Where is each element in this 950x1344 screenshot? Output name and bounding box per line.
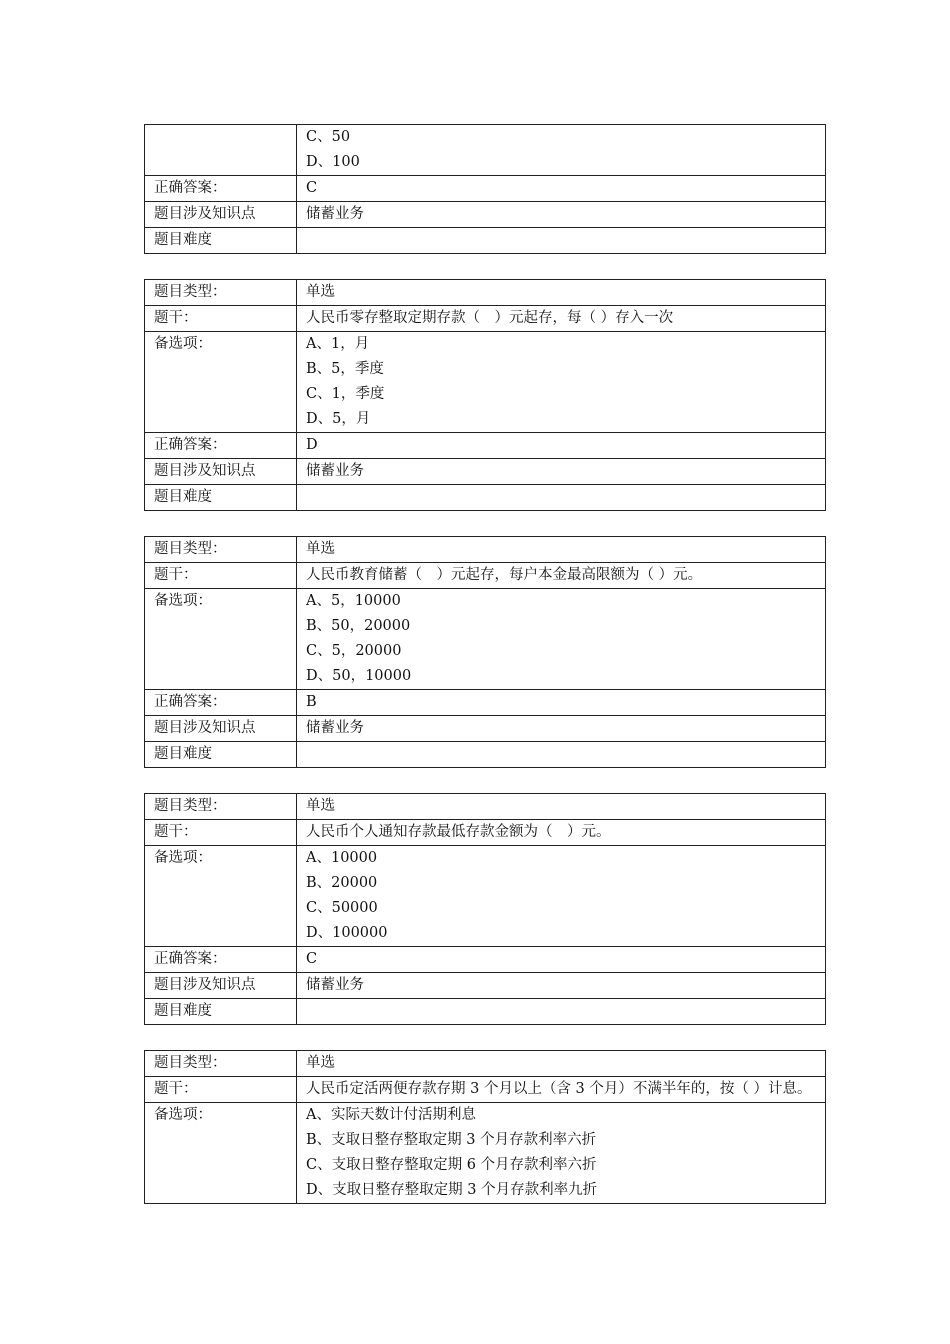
difficulty-value [297,999,826,1025]
difficulty-row [145,742,826,768]
stem-value [297,1077,826,1103]
options-cell [297,846,826,947]
knowledge-row [145,202,826,228]
options-row [145,846,826,947]
option-a: A、10000 [306,850,378,866]
answer-value: C [297,176,826,202]
answer-label: 正确答案： [145,690,297,716]
option-c: C、5，20000 [306,643,402,659]
stem-label: 题干： [145,820,297,846]
knowledge-value: 储蓄业务 [297,202,826,228]
question-table-4 [144,1050,826,1204]
knowledge-label: 题目涉及知识点 [145,716,297,742]
options-label-cell [145,125,297,176]
option-a: A、实际天数计付活期利息 [306,1107,476,1123]
difficulty-value [297,742,826,768]
knowledge-row [145,973,826,999]
difficulty-label: 题目难度 [145,742,297,768]
type-row [145,1051,826,1077]
option-d: D、支取日整存整取定期 3 个月存款利率九折 [306,1182,598,1198]
difficulty-value [297,228,826,254]
difficulty-row [145,228,826,254]
stem-label: 题干： [145,306,297,332]
stem-row [145,563,826,589]
type-row [145,794,826,820]
difficulty-label: 题目难度 [145,228,297,254]
stem-row [145,306,826,332]
answer-row [145,176,826,202]
option-d: D、5，月 [306,411,371,427]
answer-label: 正确答案： [145,176,297,202]
options-label: 备选项： [145,589,297,690]
type-row [145,537,826,563]
difficulty-value [297,485,826,511]
question-table-partial [144,124,826,254]
option-c: C、1，季度 [306,386,385,402]
question-table-3 [144,793,826,1025]
answer-row [145,947,826,973]
stem-row [145,820,826,846]
difficulty-row [145,999,826,1025]
question-table-1 [144,279,826,511]
answer-value: C [297,947,826,973]
type-value: 单选 [297,794,826,820]
stem-value: 人民币教育储蓄（ ）元起存，每户本金最高限额为（ ）元。 [297,563,826,589]
knowledge-row [145,716,826,742]
type-label: 题目类型： [145,794,297,820]
knowledge-label: 题目涉及知识点 [145,973,297,999]
answer-value: D [297,433,826,459]
answer-row [145,690,826,716]
answer-value: B [297,690,826,716]
stem-row [145,1077,826,1103]
type-value: 单选 [297,1051,826,1077]
type-value: 单选 [297,537,826,563]
knowledge-value: 储蓄业务 [297,973,826,999]
options-cell [297,125,826,176]
difficulty-row [145,485,826,511]
options-row [145,125,826,176]
option-d: D、50，10000 [306,668,412,684]
options-label: 备选项： [145,1103,297,1204]
knowledge-value: 储蓄业务 [297,716,826,742]
options-cell [297,1103,826,1204]
stem-value: 人民币零存整取定期存款（ ）元起存，每（ ）存入一次 [297,306,826,332]
type-label: 题目类型： [145,280,297,306]
option-c: C、50 [306,129,351,145]
option-d: D、100000 [306,925,388,941]
option-d: D、100 [306,154,360,170]
stem-value: 人民币个人通知存款最低存款金额为（ ）元。 [297,820,826,846]
option-c: C、支取日整存整取定期 6 个月存款利率六折 [306,1157,597,1173]
knowledge-label: 题目涉及知识点 [145,459,297,485]
question-page [144,124,825,1204]
type-label: 题目类型： [145,537,297,563]
question-table-2 [144,536,826,768]
type-label: 题目类型： [145,1051,297,1077]
option-b: B、50，20000 [306,618,411,634]
type-row [145,280,826,306]
option-a: A、1，月 [306,336,370,352]
options-cell [297,589,826,690]
knowledge-row [145,459,826,485]
options-cell [297,332,826,433]
options-label: 备选项： [145,332,297,433]
stem-label: 题干： [145,1077,297,1103]
option-b: B、支取日整存整取定期 3 个月存款利率六折 [306,1132,597,1148]
difficulty-label: 题目难度 [145,485,297,511]
answer-label: 正确答案： [145,947,297,973]
options-row [145,332,826,433]
answer-row [145,433,826,459]
option-a: A、5，10000 [306,593,401,609]
answer-label: 正确答案： [145,433,297,459]
type-value: 单选 [297,280,826,306]
stem-label: 题干： [145,563,297,589]
knowledge-label: 题目涉及知识点 [145,202,297,228]
option-b: B、5，季度 [306,361,384,377]
option-b: B、20000 [306,875,378,891]
option-c: C、50000 [306,900,378,916]
options-row [145,589,826,690]
knowledge-value: 储蓄业务 [297,459,826,485]
options-row [145,1103,826,1204]
stem-text: 人民币定活两便存款存期 3 个月以上（含 3 个月）不满半年的，按（ ）计息。 [306,1081,812,1097]
difficulty-label: 题目难度 [145,999,297,1025]
options-label: 备选项： [145,846,297,947]
